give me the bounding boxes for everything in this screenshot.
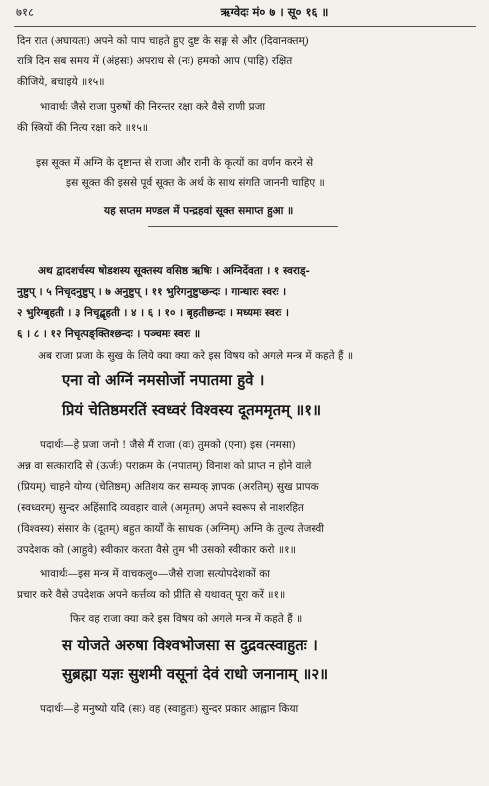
- anukramani-line: ६ । ८ । १२ निचृत्पङ्क्तिश्छन्दः । पञ्चमः स्वरः ॥: [17, 328, 201, 340]
- intro-line: अब राजा प्रजा के सुख के लिये क्या क्या करे इस विषय को अगले मन्त्र में कहते हैं ॥: [38, 350, 354, 362]
- text-line: (विश्वस्य) संसार के (दूतम्) बहुत कार्यों के साधक (अग्निम्) अग्नि के तुल्य तेजस्वी: [17, 523, 325, 535]
- sukta-end-line: यह सप्तम मण्डल में पन्द्रहवां सूक्त समाप्त हुआ ॥: [104, 205, 294, 217]
- header-rule: [14, 26, 476, 27]
- summary-line: इस सूक्त की इससे पूर्व सूक्त के अर्थ के साथ संगति जाननी चाहिए ॥: [66, 177, 325, 189]
- anukramani-line: २ भुरिग्बृहती । ३ निचृद्बृहती । ४ । ६ । १० । बृहतीछन्दः । मध्यमः स्वरः ।: [17, 307, 289, 319]
- padartha-line: पदार्थः—हे प्रजा जनो ! जैसे मैं राजा (वः) तुमको (एना) इस (नमसा): [40, 439, 296, 451]
- text-line: (प्रियम्) चाहने योग्य (चेतिष्ठम्) अतिशय कर सम्यक् ज्ञापक (अरतिम्) सुख प्रापक: [17, 481, 319, 493]
- padartha-line: पदार्थः—हे मनुष्यो यदि (सः) वह (स्वाहुतः) सुन्दर प्रकार आह्वान किया: [40, 703, 299, 715]
- bhavartha-line: भावार्थः—इस मन्त्र में वाचकलु०—जैसे राजा सत्योपदेशकों का: [40, 568, 271, 580]
- text-line: प्रचार करे वैसे उपदेशक अपने कर्त्तव्य को प्रीति से यथावत् पूरा करें ॥१॥: [17, 589, 286, 601]
- text-line: अन्न वा सत्कारादि से (ऊर्जः) पराक्रम के (नपातम्) विनाश को प्राप्त न होने वाले: [17, 460, 312, 472]
- text-line: रात्रि दिन सब समय में (अंहसः) अपराध से (नः) हमको आप (पाहि) रक्षित: [17, 55, 293, 67]
- text-line: दिन रात (अघायतः) अपने को पाप चाहते हुए दुष्ट के सङ्ग से और (दिवानक्तम्): [17, 35, 309, 47]
- mantra-line: स योजते अरुषा विश्वभोजसा स दुद्रवत्स्वाहुतः ।: [62, 636, 318, 654]
- summary-line: इस सूक्त में अग्नि के दृष्टान्त से राजा और रानी के कृत्यों का वर्णन करने से: [36, 157, 314, 169]
- section-divider: [148, 226, 338, 227]
- bhavartha-line: भावार्थः जैसे राजा पुरुषों की निरन्तर रक्षा करे वैसे राणी प्रजा: [40, 101, 266, 113]
- anukramani-line: नुष्टुप् । ५ निचृदनुष्टुप् । ७ अनुष्टुप् । ११ भुरिगनुष्टुप्छन्दः । गान्धारः स्वरः ।: [17, 286, 287, 298]
- anukramani-line: अथ द्वादशर्चस्य षोडशस्य सूक्तस्य वसिष्ठ ऋषिः । अग्निर्देवता । १ स्वराड्-: [38, 265, 310, 277]
- mantra-line: सुब्रह्मा यज्ञः सुशमी वसूनां देवं राधो जनानाम् ॥२॥: [62, 665, 329, 683]
- text-line: (स्वध्वरम्) सुन्दर अहिंसादि व्यवहार वाले (अमृतम्) अपने स्वरूप से नाशरहित: [17, 502, 304, 514]
- running-title: ऋग्वेदः मं० ७ । सू० १६ ॥: [220, 5, 329, 19]
- text-line: उपदेशक को (आहुवे) स्वीकार करता वैसे तुम भी उसको स्वीकार करो ॥१॥: [17, 544, 296, 556]
- text-line: कीजिये, बचाइये ॥१५॥: [17, 76, 105, 88]
- mantra-line: एना वो अग्निं नमसोर्जो नपातमा हुवे ।: [62, 371, 265, 389]
- intro-line: फिर वह राजा क्या करे इस विषय को अगले मन्त्र में कहते हैं ॥: [70, 613, 303, 625]
- mantra-line: प्रियं चेतिष्ठमरतिं स्वध्वरं विश्वस्य दूतममृतम् ॥१॥: [62, 401, 322, 419]
- page-number: ७१८: [16, 5, 34, 19]
- text-line: की स्त्रियों की नित्य रक्षा करे ॥१५॥: [17, 122, 149, 134]
